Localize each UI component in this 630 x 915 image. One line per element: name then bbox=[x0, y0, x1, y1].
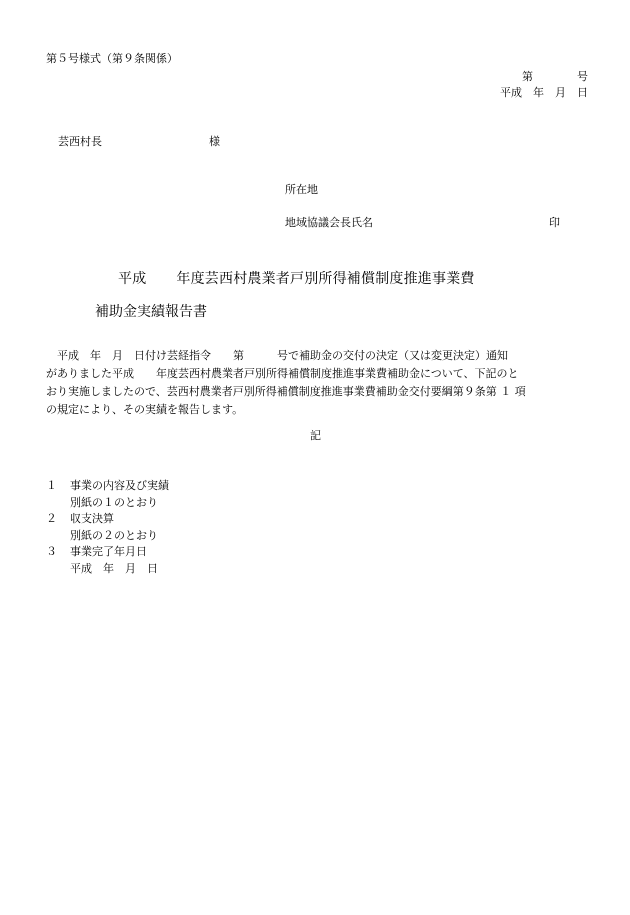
title-era: 平成 bbox=[118, 271, 147, 287]
body-line: の規定により、その実績を報告します。 bbox=[46, 403, 244, 416]
body-paragraph bbox=[46, 347, 588, 419]
title-rest: 年度芸西村農業者戸別所得補償制度推進事業費 bbox=[176, 271, 475, 287]
sender-address-label: 所在地 bbox=[285, 183, 318, 196]
sender-name-label: 地域協議会長氏名 bbox=[285, 216, 373, 229]
list-item bbox=[46, 511, 169, 528]
document-date: 平成 年 月 日 bbox=[500, 86, 588, 99]
items-list bbox=[46, 478, 169, 577]
seal-mark: 印 bbox=[549, 216, 560, 229]
item-detail: 平成 年 月 日 bbox=[70, 561, 158, 575]
item-label: 収支決算 bbox=[70, 512, 114, 525]
body-line: 平成 年 月 日付け芸経指令 第 号で補助金の交付の決定（又は変更決定）通知 bbox=[46, 349, 508, 362]
document-title-line-1 bbox=[118, 272, 475, 286]
ki-heading: 記 bbox=[310, 429, 321, 442]
item-label: 事業完了年月日 bbox=[70, 545, 147, 558]
item-detail: 別紙の２のとおり bbox=[70, 528, 158, 542]
document-number: 第 号 bbox=[522, 70, 588, 83]
body-line: がありました平成 年度芸西村農業者戸別所得補償制度推進事業費補助金について、下記のと bbox=[46, 367, 519, 380]
body-line: おり実施しましたので、芸西村農業者戸別所得補償制度推進事業費補助金交付要綱第９条第 １ 項 bbox=[46, 385, 526, 398]
list-item bbox=[46, 478, 169, 495]
item-number: ２ bbox=[46, 512, 57, 525]
item-number: ３ bbox=[46, 545, 57, 558]
addressee-name: 芸西村長 bbox=[58, 135, 102, 148]
form-number: 第５号様式（第９条関係） bbox=[46, 52, 178, 65]
document-title-line-2: 補助金実績報告書 bbox=[95, 304, 207, 320]
list-item bbox=[46, 544, 169, 561]
addressee-honorific: 様 bbox=[209, 135, 220, 148]
item-detail: 別紙の１のとおり bbox=[70, 495, 158, 509]
item-label: 事業の内容及び実績 bbox=[70, 479, 169, 492]
item-number: １ bbox=[46, 479, 57, 492]
